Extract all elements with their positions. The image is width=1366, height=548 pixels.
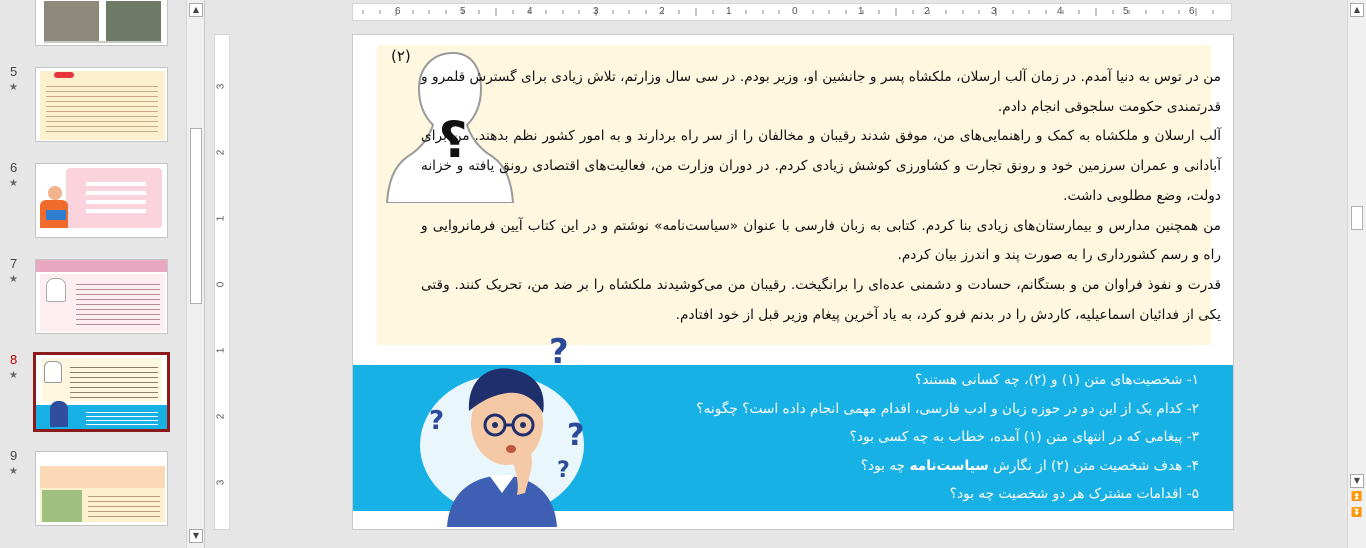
slide-number-6: 6 — [10, 160, 18, 175]
horizontal-ruler — [352, 3, 1232, 21]
ruler-label: 5 — [1123, 6, 1129, 17]
ruler-label: 0 — [792, 6, 798, 17]
paragraph: من در توس به دنیا آمدم. در زمان آلب ارسلان، ملکشاه پسر و جانشین او، وزیر بودم. در سی سال وزارتم، تلاش زیادی برای گسترش قلمرو و قدرتمندی حکومت سلجوقی انجام دادم. — [421, 69, 1221, 115]
question-item — [599, 452, 1199, 481]
ruler-label: 0 — [215, 281, 227, 288]
ruler-label: 6 — [1189, 6, 1195, 17]
star-icon: ★ — [9, 274, 18, 285]
slide-thumbnail-5[interactable] — [35, 67, 168, 142]
ruler-label: 2 — [215, 149, 227, 156]
slide-number-9: 9 — [10, 448, 18, 463]
thumbnail-scrollbar[interactable] — [186, 0, 204, 548]
scrollbar-thumb[interactable] — [1351, 206, 1363, 230]
editor-scrollbar[interactable] — [1347, 0, 1366, 548]
star-icon: ★ — [9, 370, 18, 381]
next-slide-icon[interactable]: ⏬ — [1351, 508, 1363, 518]
slide-number-8: 8 — [10, 352, 18, 367]
slide-thumbnail-8[interactable] — [33, 352, 170, 432]
ruler-label: 2 — [215, 413, 227, 420]
ruler-label: 3 — [215, 479, 227, 486]
paragraph: من همچنین مدارس و بیمارستان‌های زیادی بنا کردم. کتابی به زبان فارسی با عنوان «سیاست‌نامه» نوشتم و در این کتاب آیین فرمانروایی و راه و رسم کشورداری را به صورت پند و اندرز بیان کردم. — [421, 217, 1221, 264]
slide-thumbnail-6[interactable] — [35, 163, 168, 238]
star-icon: ★ — [9, 178, 18, 189]
svg-text:؟: ؟ — [438, 111, 468, 169]
ruler-label: 3 — [991, 6, 997, 17]
scroll-up-icon[interactable]: ▲ — [189, 3, 203, 17]
ruler-label: 3 — [215, 83, 227, 90]
questions-list[interactable] — [599, 366, 1199, 509]
ruler-label: 4 — [527, 6, 533, 17]
star-icon: ★ — [9, 82, 18, 93]
book-title: سیاست‌نامه — [909, 457, 989, 474]
vertical-ruler — [214, 34, 230, 530]
slide-number-7: 7 — [10, 256, 18, 271]
star-icon: ★ — [9, 466, 18, 477]
paragraph: آلب ارسلان و ملکشاه به کمک و راهنمایی‌های من، موفق شدند رقیبان و مخالفان را از سر راه بردارند و به امور کشور نظم بدهند. من برای آبادانی و عمران سرزمین خود و رونق تجارت و کشاورزی کوشش زیادی کردم. در دوران وزارت من، فعالیت‌های اقتصادی رونق یافته و خزانه دولت، وضع مطلوبی داشت. — [421, 128, 1221, 204]
ruler-label: 1 — [726, 6, 732, 17]
slide-canvas[interactable] — [352, 34, 1234, 530]
question-text: چه بود؟ — [860, 457, 910, 474]
previous-slide-icon[interactable]: ⏫ — [1351, 492, 1363, 502]
ruler-label: 6 — [395, 6, 401, 17]
svg-text:?: ? — [557, 458, 570, 483]
ruler-label: 4 — [1057, 6, 1063, 17]
question-item: ۳- پیغامی که در انتهای متن (۱) آمده، خطاب به چه کسی بود؟ — [849, 429, 1199, 446]
ruler-label: 2 — [659, 6, 665, 17]
ruler-label: 5 — [460, 6, 466, 17]
ruler-label: 3 — [593, 6, 599, 17]
question-item: ۲- کدام یک از این دو در حوزه زبان و ادب فارسی، اقدام مهمی انجام داده است؟ چگونه؟ — [696, 400, 1199, 417]
thinking-person-illustration — [407, 327, 597, 527]
scroll-down-icon[interactable]: ▼ — [1350, 474, 1364, 488]
biography-text[interactable] — [421, 63, 1221, 330]
slide-number-5: 5 — [10, 64, 18, 79]
scroll-down-icon[interactable]: ▼ — [189, 529, 203, 543]
figure-number-label: (۲) — [391, 47, 411, 65]
scroll-up-icon[interactable]: ▲ — [1350, 3, 1364, 17]
scrollbar-thumb[interactable] — [190, 128, 202, 304]
svg-text:?: ? — [429, 406, 445, 436]
svg-text:?: ? — [549, 332, 569, 372]
question-item: ۱- شخصیت‌های متن (۱) و (۲)، چه کسانی هستند؟ — [914, 372, 1199, 388]
question-item: ۵- اقدامات مشترک هر دو شخصیت چه بود؟ — [949, 486, 1199, 503]
question-text: ۴- هدف شخصیت متن (۲) از نگارش — [988, 457, 1199, 474]
ruler-label: 2 — [924, 6, 930, 17]
slide-thumbnail-4[interactable] — [35, 0, 168, 46]
svg-text:?: ? — [567, 418, 585, 453]
slide-thumbnail-9[interactable] — [35, 451, 168, 526]
paragraph: قدرت و نفوذ فراوان من و بستگانم، حسادت و دشمنی عده‌ای را برانگیخت. رقیبان من می‌کوشیدند ملکشاه را بر ضد من، تحریک کنند. وقتی یکی از فدائیان اسماعیلیه، کاردش را در بدنم فرو کرد، به یاد آخرین پیغام وزیر قبل از خود افتادم. — [421, 276, 1221, 323]
ruler-label: 1 — [858, 6, 864, 17]
ruler-label: 1 — [215, 215, 227, 222]
slide-thumbnail-pane — [0, 0, 205, 548]
ruler-label: 1 — [215, 347, 227, 354]
slide-thumbnail-7[interactable] — [35, 259, 168, 334]
